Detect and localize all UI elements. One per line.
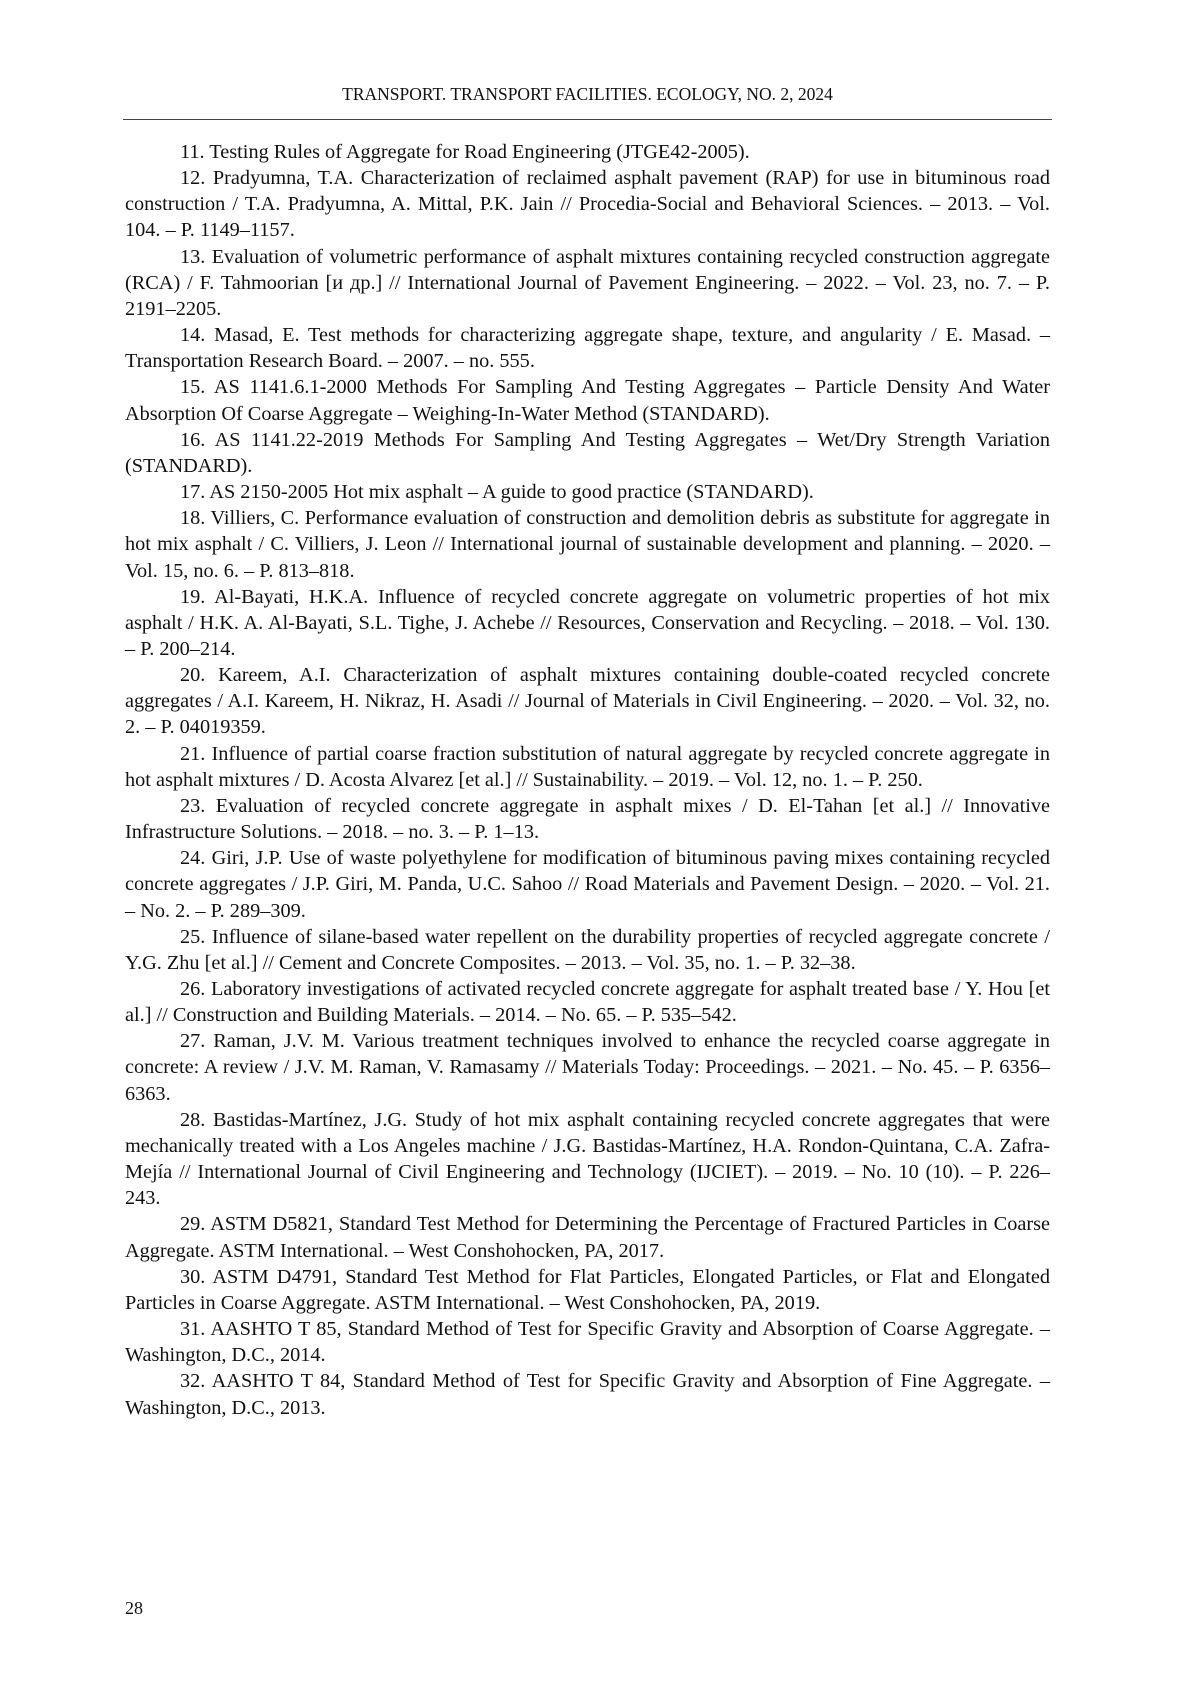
reference-item: 21. Influence of partial coarse fraction substitution of natural aggregate by recycled concrete aggregate in hot asphalt mixtures / D. Acosta Alvarez [et al.] // Sustainability. – 2019. – Vol. 12, no. 1. – P. 250. [125,742,1050,791]
reference-item: 19. Al-Bayati, H.K.A. Influence of recycled concrete aggregate on volumetric properties of hot mix asphalt / H.K. A. Al-Bayati, S.L. Tighe, J. Achebe // Resources, Conservation and Recycling. – 2018. – Vol. 130. – P. 200–214. [125,585,1050,660]
reference-item: 14. Masad, E. Test methods for characterizing aggregate shape, texture, and angularity / E. Masad. – Transportation Research Board. – 2007. – no. 555. [125,324,1050,373]
reference-item: 27. Raman, J.V. M. Various treatment techniques involved to enhance the recycled coarse aggregate in concrete: A review / J.V. M. Raman, V. Ramasamy // Materials Today: Proceedings. – 2021. – No. 45. – P. 6356–6363. [125,1030,1050,1105]
reference-item: 25. Influence of silane-based water repellent on the durability properties of recycled aggregate concrete / Y.G. Zhu [et al.] // Cement and Concrete Composites. – 2013. – Vol. 35, no. 1. – P. 32–38. [125,925,1050,974]
reference-item: 16. AS 1141.22-2019 Methods For Sampling And Testing Aggregates – Wet/Dry Strength Variation (STANDARD). [125,428,1050,477]
reference-item: 29. ASTM D5821, Standard Test Method for Determining the Percentage of Fractured Particles in Coarse Aggregate. ASTM International. – West Conshohocken, PA, 2017. [125,1213,1050,1262]
reference-item: 12. Pradyumna, T.A. Characterization of reclaimed asphalt pavement (RAP) for use in bituminous road construction / T.A. Pradyumna, A. Mittal, P.K. Jain // Procedia-Social and Behavioral Sciences. – 2013. – Vol. 104. – P. 1149–1157. [125,167,1050,242]
reference-item: 30. ASTM D4791, Standard Test Method for Flat Particles, Elongated Particles, or Flat and Elongated Particles in Coarse Aggregate. ASTM International. – West Conshohocken, PA, 2019. [125,1265,1050,1314]
reference-item: 31. AASHTO T 85, Standard Method of Test for Specific Gravity and Absorption of Coarse Aggregate. – Washington, D.C., 2014. [125,1318,1050,1367]
reference-item: 24. Giri, J.P. Use of waste polyethylene for modification of bituminous paving mixes containing recycled concrete aggregates / J.P. Giri, M. Panda, U.C. Sahoo // Road Materials and Pavement Design. – 2020. – Vol. 21. – No. 2. – P. 289–309. [125,847,1050,922]
reference-item: 32. AASHTO T 84, Standard Method of Test for Specific Gravity and Absorption of Fine Aggregate. – Washington, D.C., 2013. [125,1370,1050,1419]
reference-item: 26. Laboratory investigations of activated recycled concrete aggregate for asphalt treated base / Y. Hou [et al.] // Construction and Building Materials. – 2014. – No. 65. – P. 535–542. [125,978,1050,1027]
reference-item: 23. Evaluation of recycled concrete aggregate in asphalt mixes / D. El-Tahan [et al.] // Innovative Infrastructure Solutions. – 2018. – no. 3. – P. 1–13. [125,794,1050,844]
reference-list [125,139,1050,1421]
reference-item: 20. Kareem, A.I. Characterization of asphalt mixtures containing double-coated recycled concrete aggregates / A.I. Kareem, H. Nikraz, H. Asadi // Journal of Materials in Civil Engineering. – 2020. – Vol. 32, no. 2. – P. 04019359. [125,664,1050,739]
reference-item: 17. AS 2150-2005 Hot mix asphalt – A guide to good practice (STANDARD). [180,481,814,504]
reference-item: 18. Villiers, C. Performance evaluation of construction and demolition debris as substitute for aggregate in hot mix asphalt / C. Villiers, J. Leon // International journal of sustainable development and planning. – 2020. – Vol. 15, no. 6. – P. 813–818. [125,507,1050,582]
header-divider [123,119,1052,120]
reference-item: 13. Evaluation of volumetric performance of asphalt mixtures containing recycled construction aggregate (RCA) / F. Tahmoorian [и др.] // International Journal of Pavement Engineering. – 2022. – Vol. 23, no. 7. – P. 2191–2205. [125,245,1050,320]
reference-item: 28. Bastidas-Martínez, J.G. Study of hot mix asphalt containing recycled concrete aggregates that were mechanically treated with a Los Angeles machine / J.G. Bastidas-Martínez, H.A. Rondon-Quintana, C.A. Zafra-Mejía // International Journal of Civil Engineering and Technology (IJCIET). – 2019. – No. 10 (10). – P. 226–243. [125,1108,1050,1210]
reference-item: 11. Testing Rules of Aggregate for Road Engineering (JTGE42-2005). [180,141,750,163]
running-header: TRANSPORT. TRANSPORT FACILITIES. ECOLOGY, NO. 2, 2024 [342,84,833,104]
reference-item: 15. AS 1141.6.1-2000 Methods For Sampling And Testing Aggregates – Particle Density And Water Absorption Of Coarse Aggregate – Weighing-In-Water Method (STANDARD). [125,376,1050,425]
page-number: 28 [125,1598,143,1618]
